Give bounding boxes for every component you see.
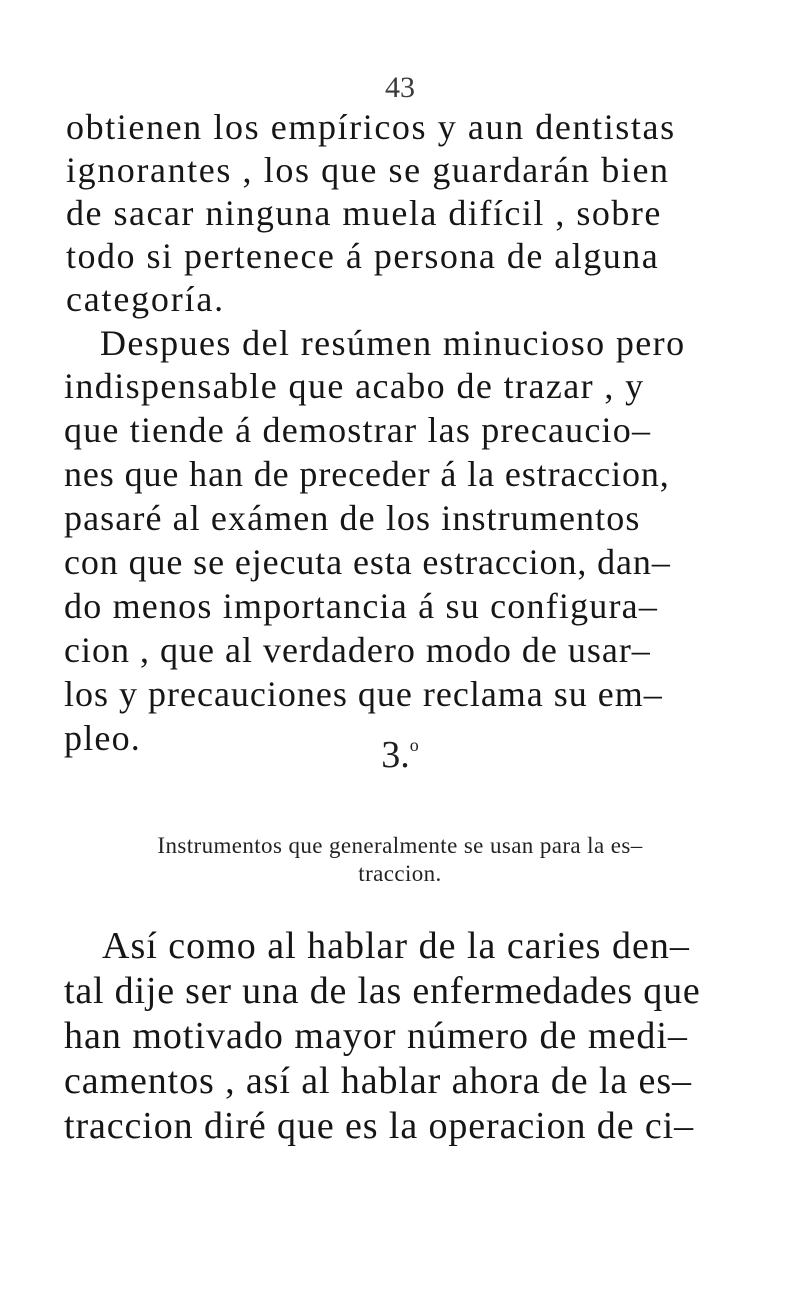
- paragraph-line: los y precauciones que reclama su em–: [64, 674, 663, 714]
- caption-line: Instrumentos que generalmente se usan para la es–: [157, 833, 643, 858]
- paragraph-line: Así como al hablar de la caries den–: [102, 925, 690, 967]
- paragraph-line: obtienen los empíricos y aun dentistas: [66, 107, 676, 147]
- paragraph-line: que tiende á demostrar las precaucio–: [64, 410, 652, 450]
- paragraph-line: todo si pertenece á persona de alguna: [66, 236, 660, 276]
- paragraph-line: de sacar ninguna muela difícil , sobre: [66, 193, 662, 233]
- paragraph-line: nes que han de preceder á la estraccion,: [64, 454, 670, 494]
- page-number: 43: [385, 71, 415, 104]
- section-number-value: 3.: [381, 734, 410, 776]
- paragraph-line: cion , que al verdadero modo de usar–: [64, 630, 651, 670]
- paragraph-line: do menos importancia á su configura–: [64, 586, 659, 626]
- caption-line: traccion.: [358, 861, 442, 886]
- paragraph-line: han motivado mayor número de medi–: [64, 1015, 688, 1057]
- paragraph-line: traccion diré que es la operacion de ci–: [64, 1105, 694, 1147]
- section-number: [0, 724, 800, 776]
- section-ordinal: o: [409, 735, 419, 755]
- paragraph-line: camentos , así al hablar ahora de la es–: [64, 1060, 692, 1102]
- paragraph-line: con que se ejecuta esta estraccion, dan–: [64, 542, 671, 582]
- paragraph-line: categoría.: [66, 279, 225, 319]
- paragraph-line: pasaré al exámen de los instrumentos: [64, 498, 641, 538]
- paragraph-line: indispensable que acabo de trazar , y: [64, 366, 645, 406]
- paragraph-line: pleo.: [64, 718, 141, 758]
- paragraph-line: ignorantes , los que se guardarán bien: [66, 150, 670, 190]
- paragraph-line: tal dije ser una de las enfermedades que: [64, 970, 701, 1012]
- paragraph-line: Despues del resúmen minucioso pero: [100, 323, 686, 363]
